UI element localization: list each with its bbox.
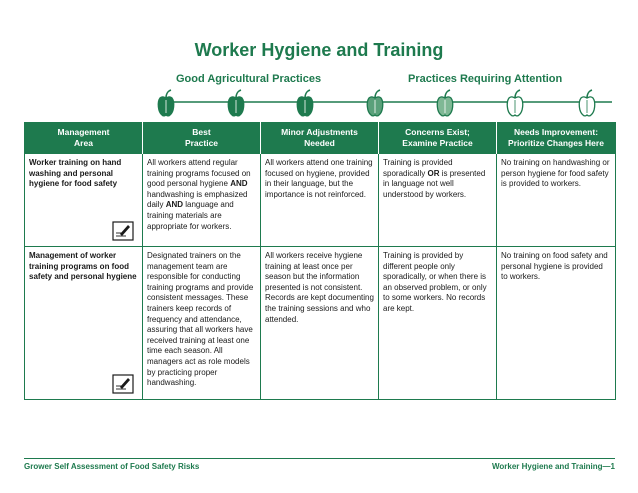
good-practices-heading: Good Agricultural Practices bbox=[176, 73, 322, 85]
footer-rule bbox=[24, 458, 615, 459]
bell-pepper-icon bbox=[579, 90, 594, 116]
bell-pepper-icon bbox=[158, 90, 173, 116]
page-title: Worker Hygiene and Training bbox=[194, 40, 444, 60]
bell-pepper-icon bbox=[507, 90, 522, 116]
management-area-cell: Worker training on hand washing and personal hygiene for food safety bbox=[25, 154, 143, 247]
bell-pepper-icon bbox=[437, 90, 452, 116]
header-concerns-exist: Concerns Exist; Examine Practice bbox=[379, 123, 497, 154]
best-practice-cell: All workers attend regular training programs focused on good personal hygiene AND handwashing is emphasized daily AND language and training materials are appropriate for workers. bbox=[143, 154, 261, 247]
needs-improvement-cell: No training on handwashing or person hygiene for food safety is provided to workers. bbox=[497, 154, 616, 247]
pepper-scale-graphic bbox=[150, 86, 616, 118]
concerns-cell: Training is provided by different people only sporadically, or when there is an observed problem, or only to some workers. No records are kept. bbox=[379, 247, 497, 400]
table-row bbox=[25, 154, 616, 247]
attention-practices-heading: Practices Requiring Attention bbox=[408, 73, 563, 85]
footer-right-text: Worker Hygiene and Training—1 bbox=[492, 462, 615, 471]
footer-left-text: Grower Self Assessment of Food Safety Risks bbox=[24, 462, 200, 471]
header-management-area: Management Area bbox=[25, 123, 143, 154]
needs-improvement-cell: No training on food safety and personal hygiene is provided to workers. bbox=[497, 247, 616, 400]
minor-adjustments-cell: All workers receive hygiene training at least once per season but the information presented is not consistent. Records are kept documenting the training sessions and who attended. bbox=[261, 247, 379, 400]
concerns-cell: Training is provided sporadically OR is presented in language not well understood by workers. bbox=[379, 154, 497, 247]
table-row bbox=[25, 247, 616, 400]
header-needs-improvement: Needs Improvement: Prioritize Changes Here bbox=[497, 123, 616, 154]
management-area-cell: Management of worker training programs on food safety and personal hygiene bbox=[25, 247, 143, 400]
bell-pepper-icon bbox=[228, 90, 243, 116]
bell-pepper-icon bbox=[367, 90, 382, 116]
pepper-scale bbox=[150, 86, 616, 118]
assessment-table bbox=[24, 122, 616, 400]
minor-adjustments-cell: All workers attend one training focused on hygiene, provided in their language, but the importance is not reinforced. bbox=[261, 154, 379, 247]
header-best-practice: Best Practice bbox=[143, 123, 261, 154]
table-header-row bbox=[25, 123, 616, 154]
bell-pepper-icon bbox=[297, 90, 312, 116]
header-minor-adjustments: Minor Adjustments Needed bbox=[261, 123, 379, 154]
best-practice-cell: Designated trainers on the management team are responsible for conducting training programs and provide consistent messages. These trainers keep records of frequency and attendance, assuring that all workers have received training at least one time each season. All managers act as role models by practicing proper handwashing. bbox=[143, 247, 261, 400]
pencil-note-icon[interactable] bbox=[112, 221, 134, 241]
pencil-note-icon[interactable] bbox=[112, 374, 134, 394]
